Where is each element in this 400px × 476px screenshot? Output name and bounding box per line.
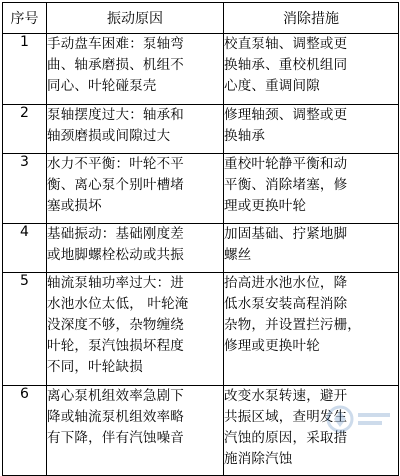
row-cause bbox=[47, 273, 224, 386]
remedy-line: 换轴承 bbox=[224, 128, 266, 144]
remedy-line: 改变水泵转速，避开 bbox=[224, 388, 348, 404]
row-cause bbox=[47, 34, 224, 105]
header-row bbox=[3, 3, 399, 34]
remedy-line: 汽蚀的原因，采取措 bbox=[224, 430, 348, 446]
cause-line: 曲、轴承磨损、机组不 bbox=[47, 57, 184, 73]
cause-line: 泵轴摆度过大：轴承和 bbox=[47, 107, 184, 123]
cause-line: 手动盘车困难：泵轴弯 bbox=[47, 36, 184, 52]
cause-line: 水力不平衡：叶轮不平 bbox=[47, 156, 184, 172]
table-row bbox=[3, 224, 399, 273]
remedy-line: 重校叶轮静平衡和动 bbox=[224, 156, 348, 172]
row-index: 2 bbox=[3, 105, 47, 154]
table-row bbox=[3, 273, 399, 386]
row-index: 4 bbox=[3, 224, 47, 273]
watermark-logo bbox=[324, 401, 394, 441]
row-remedy bbox=[224, 224, 399, 273]
cause-line: 或地脚螺栓松动或共振 bbox=[47, 247, 184, 263]
cause-line: 叶轮，泵汽蚀损坏程度 bbox=[47, 338, 184, 354]
cause-line: 轴流泵轴功率过大：进 bbox=[47, 275, 184, 291]
row-remedy bbox=[224, 273, 399, 386]
cause-line: 离心泵机组效率急剧下 bbox=[47, 388, 184, 404]
remedy-line: 平衡、消除堵塞，修 bbox=[224, 177, 348, 193]
row-remedy bbox=[224, 34, 399, 105]
row-index: 3 bbox=[3, 154, 47, 224]
remedy-line: 校直泵轴、调整或更 bbox=[224, 36, 348, 52]
remedy-line: 施消除汽蚀 bbox=[224, 451, 293, 467]
cause-line: 同心、叶轮碰泵壳 bbox=[47, 78, 157, 94]
remedy-line: 抬高进水池水位，降 bbox=[224, 275, 348, 291]
cause-line: 塞或损坏 bbox=[47, 198, 102, 214]
cause-line: 轴颈磨损或间隙过大 bbox=[47, 128, 171, 144]
remedy-line: 加固基础、拧紧地脚 bbox=[224, 226, 348, 242]
remedy-line: 心度、重调间隙 bbox=[224, 78, 320, 94]
table-row bbox=[3, 34, 399, 105]
remedy-line: 修理轴颈、调整或更 bbox=[224, 107, 348, 123]
header-remedy: 消除措施 bbox=[224, 3, 399, 34]
remedy-line: 换轴承、重校机组同 bbox=[224, 57, 348, 73]
remedy-line: 杂物，并设置拦污栅， bbox=[224, 317, 361, 333]
table-row bbox=[3, 154, 399, 224]
table-row bbox=[3, 105, 399, 154]
row-index: 5 bbox=[3, 273, 47, 386]
row-index: 1 bbox=[3, 34, 47, 105]
remedy-line: 共振区域，查明发生 bbox=[224, 409, 348, 425]
row-index: 6 bbox=[3, 386, 47, 476]
remedy-line: 理或更换叶轮 bbox=[224, 198, 307, 214]
row-remedy bbox=[224, 154, 399, 224]
remedy-line: 低水泵安装高程消除 bbox=[224, 296, 348, 312]
row-cause bbox=[47, 224, 224, 273]
header-index: 序号 bbox=[3, 3, 47, 34]
cause-line: 降或轴流泵机组效率略 bbox=[47, 409, 184, 425]
cause-line: 有下降，伴有汽蚀噪音 bbox=[47, 430, 184, 446]
remedy-line: 修理或更换叶轮 bbox=[224, 338, 320, 354]
cause-line: 不同，叶轮缺损 bbox=[47, 359, 143, 375]
cause-line: 基础振动：基础刚度差 bbox=[47, 226, 184, 242]
cause-line: 衡、离心泵个别叶槽堵 bbox=[47, 177, 184, 193]
row-cause bbox=[47, 105, 224, 154]
row-cause bbox=[47, 386, 224, 476]
cause-line: 水池水位太低， 叶轮淹 bbox=[47, 296, 189, 312]
cause-line: 没深度不够，杂物缠绕 bbox=[47, 317, 184, 333]
watermark-mark-icon bbox=[324, 401, 394, 437]
row-cause bbox=[47, 154, 224, 224]
remedy-line: 螺丝 bbox=[224, 247, 252, 263]
row-remedy bbox=[224, 105, 399, 154]
header-cause: 振动原因 bbox=[47, 3, 224, 34]
